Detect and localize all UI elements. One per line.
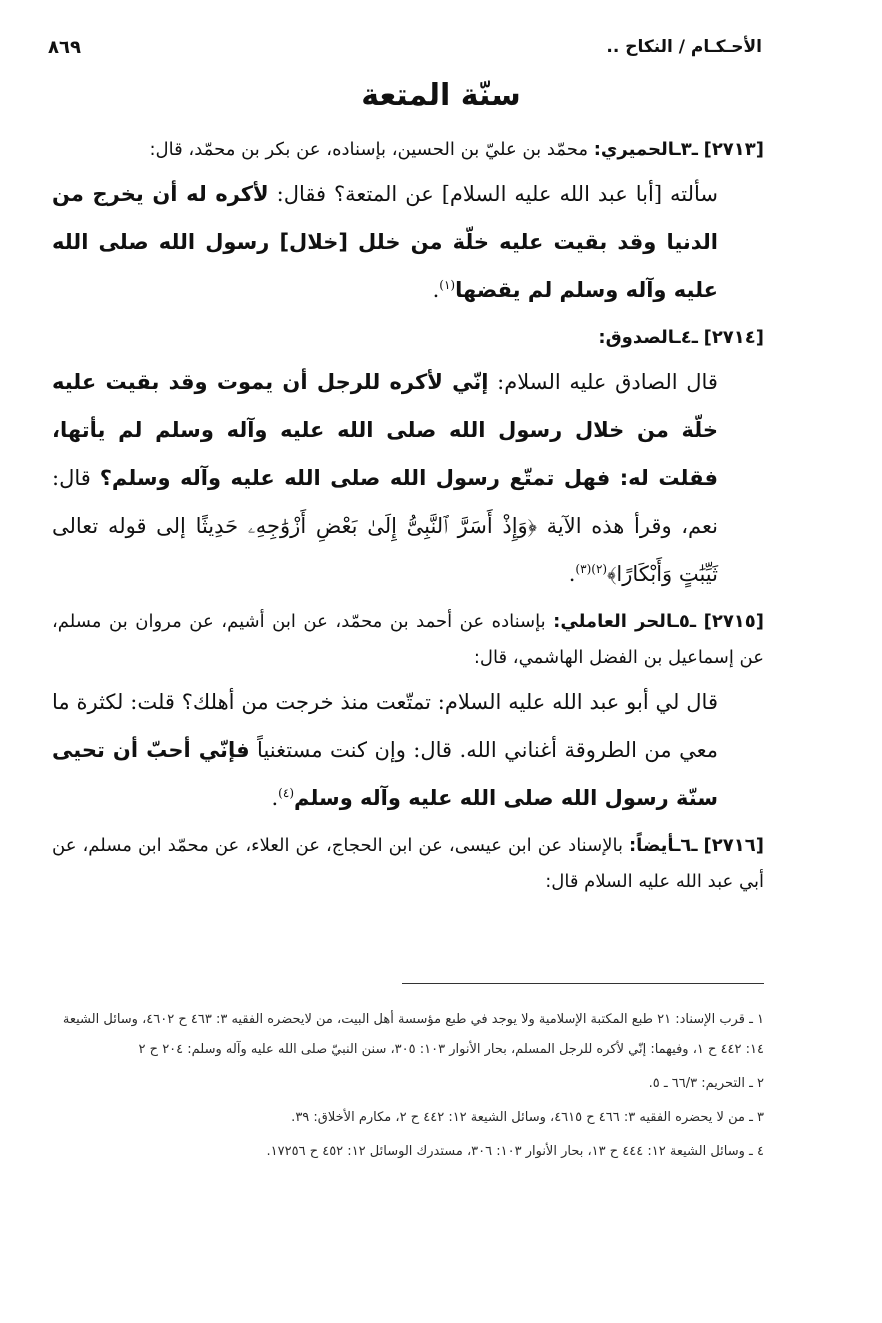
hadith-text-plain: سألته [أبا عبد الله عليه السلام] عن المتعة؟ فقال: [276,182,718,206]
hadith-text-bold: إنّي لأكره للرجل أن يموت وقد بقيت عليه خلّة من خلال رسول الله صلى الله عليه وآله وسلم لم يأتها، فقلت له: فهل تمتّع رسول الله صلى الله عليه وآله وسلم؟ [52,370,718,490]
hadith-chain: محمّد بن عليّ بن الحسين، بإسناده، عن بكر بن محمّد، قال: [149,139,588,160]
hadith-heading [52,320,764,356]
hadith-number: [٢٧١٦] [703,835,764,856]
hadith-text-plain-2: قال: نعم، وقرأ هذه الآية ﴿وَإِذْ أَسَرَّ ٱلنَّبِىُّ إِلَىٰ بَعْضِ أَزْوَٰجِهِۦ حَدِيثًا إلى قوله تعالى ثَيِّبَٰتٍ وَأَبْكَارًا﴾ [52,466,718,586]
hadith-source: الحر العاملي: [553,611,673,632]
hadith-source: الحميري: [593,139,675,160]
footnote-divider [402,983,764,984]
hadith-text [52,358,764,598]
hadith-seq: ـ٣ـ [674,139,698,160]
hadith-heading [52,604,764,676]
footnote: ٢ ـ التحريم: ٦٦/٣ ـ ٥. [648,1076,764,1091]
hadith-text-bold: فإنّي أحبّ أن تحيى سنّة رسول الله صلى الله عليه وآله وسلم [52,738,718,810]
hadith-text-end: . [568,562,576,586]
section-title: سنّة المتعة [361,78,521,113]
page-header [48,32,762,62]
hadith-chain: بالإسناد عن ابن عيسى، عن ابن الحجاج، عن العلاء، عن محمّد ابن مسلم، عن أبي عبد الله عليه السلام قال: [52,835,764,892]
hadith-chain: بإسناده عن أحمد بن محمّد، عن ابن أشيم، عن مروان بن مسلم، عن إسماعيل بن الفضل الهاشمي، قال: [52,611,764,668]
hadith-text-end: . [432,278,440,302]
footnote-ref: (١) [439,278,456,292]
hadith-heading [52,132,764,168]
footnote: ٣ ـ من لا يحضره الفقيه ٣: ٤٦٦ ح ٤٦١٥، وسائل الشيعة ١٢: ٤٤٢ ح ٢، مكارم الأخلاق: ٣٩. [291,1110,764,1125]
footnote-ref: (٢)(٣) [575,562,608,576]
hadith-heading [52,828,764,900]
footnotes [52,1005,764,1171]
page-number: ٨٦٩ [48,36,81,58]
footnote-ref: (٤) [278,786,294,800]
hadith-text-bold: لأكره له أن يخرج من الدنيا وقد بقيت عليه خلّة من خلل [خلال] رسول الله صلى الله عليه وآله وسلم لم يقضها [52,182,718,302]
body-text [52,132,764,902]
hadith-seq: ـ٤ـ [674,327,698,348]
footnote: ٤ ـ وسائل الشيعة ١٢: ٤٤٤ ح ١٣، بحار الأنوار ١٠٣: ٣٠٦، مستدرك الوسائل ١٢: ٤٥٢ ح ١٧٢٥٦. [266,1144,764,1159]
hadith-text-plain: قال الصادق عليه السلام: [497,370,718,394]
hadith-text-end: . [271,786,279,810]
hadith-seq: ـ٦ـ [674,835,698,856]
hadith-number: [٢٧١٣] [703,139,764,160]
hadith-source: الصدوق: [598,327,675,348]
hadith-text [52,170,764,314]
hadith-text [52,678,764,822]
hadith-source: أيضاً: [628,835,675,856]
hadith-text-plain: قال لي أبو عبد الله عليه السلام: تمتّعت منذ خرجت من أهلك؟ قلت: لكثرة ما معي من الطروقة أغناني الله. قال: وإن كنت مستغنياً [52,690,718,762]
running-title: الأحـكـام / النكاح .. [606,37,762,57]
hadith-seq: ـ٥ـ [672,611,697,632]
hadith-number: [٢٧١٥] [703,611,765,632]
hadith-number: [٢٧١٤] [703,327,764,348]
footnote: ١ ـ قرب الإسناد: ٢١ طبع المكتبة الإسلامية ولا يوجد في طبع مؤسسة أهل البيت، من لايحضره الفقيه ٣: ٤٦٣ ح ٤٦٠٢، وسائل الشيعة ١٤: ٤٤٢ ح ١، وفيهما: إنّي لأكره للرجل المسلم، بحار الأنوار ١٠٣: ٣٠٥، سنن النبيّ صلى الله عليه وآله وسلم: ٢٠٤ ح ٢ [62,1012,764,1057]
